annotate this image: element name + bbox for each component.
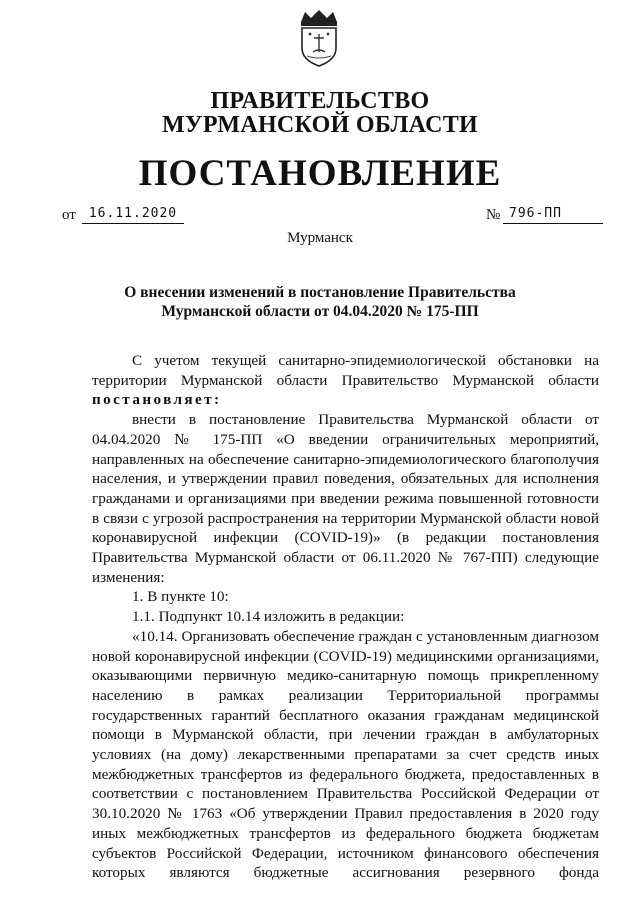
intro-text: С учетом текущей санитарно-эпидемиологической обстановки на территории Мурманской области Правительство Мурманской области [92,352,599,389]
body-paragraph-4: 1.1. Подпункт 10.14 изложить в редакции: [132,608,405,626]
body-paragraph-intro [92,351,599,410]
document-title-line2: Мурманской области от 04.04.2020 № 175-ПП [161,303,479,320]
document-number: 796-ПП [503,205,603,224]
intro-keyword: постановляет: [92,391,222,409]
document-date: 16.11.2020 [82,205,184,224]
organization-name-line1: ПРАВИТЕЛЬСТВО [210,88,430,114]
body-paragraph-3: 1. В пункте 10: [132,588,229,606]
body-paragraph-2: внести в постановление Правительства Мурманской области от 04.04.2020 № 175-ПП «О введении ограничительных мероприятий, направленных на обеспечение санитарно-эпидемиологического благополучия населения, и утверждении правил поведения, обязательных для исполнения гражданами и организациями при введении режима повышенной готовности в связи с угрозой распространения на территории Мурманской области новой коронавирусной инфекции (COVID-19)» (в редакции постановления Правительства Мурманской области от 06.11.2020 № 767-ПП) следующие изменения: [92,411,599,586]
document-type-heading: ПОСТАНОВЛЕНИЕ [138,153,502,194]
date-prefix: от [62,207,76,223]
document-title [120,283,520,321]
organization-name-line2: МУРМАНСКОЙ ОБЛАСТИ [162,112,478,138]
document-title-line1: О внесении изменений в постановление Правительства [124,284,516,301]
coat-of-arms-icon [295,8,343,68]
document-body [92,351,599,883]
body-paragraph-5: «10.14. Организовать обеспечение граждан с установленным диагнозом новой коронавирусной инфекции (COVID-19) медицинскими организациями, оказывающими первичную медико-санитарную помощь прикрепленному населению в рамках реализации Территориальной программы государственных гарантий бесплатного оказания гражданам медицинской помощи в Мурманской области, при лечении граждан в амбулаторных условиях (на дому) лекарственными препаратами за счет средств иных межбюджетных трансфертов из федерального бюджета, предоставленных в соответствии с постановлением Правительства Российской Федерации от 30.10.2020 № 1763 «Об утверждении Правил предоставления в 2020 году иных межбюджетных трансфертов из федерального бюджета бюджетам субъектов Российской Федерации, источником финансового обеспечения которых являются бюджетные ассигнования резервного фонда [92,627,599,882]
city-name: Мурманск [287,230,353,246]
number-prefix: № [486,207,501,223]
